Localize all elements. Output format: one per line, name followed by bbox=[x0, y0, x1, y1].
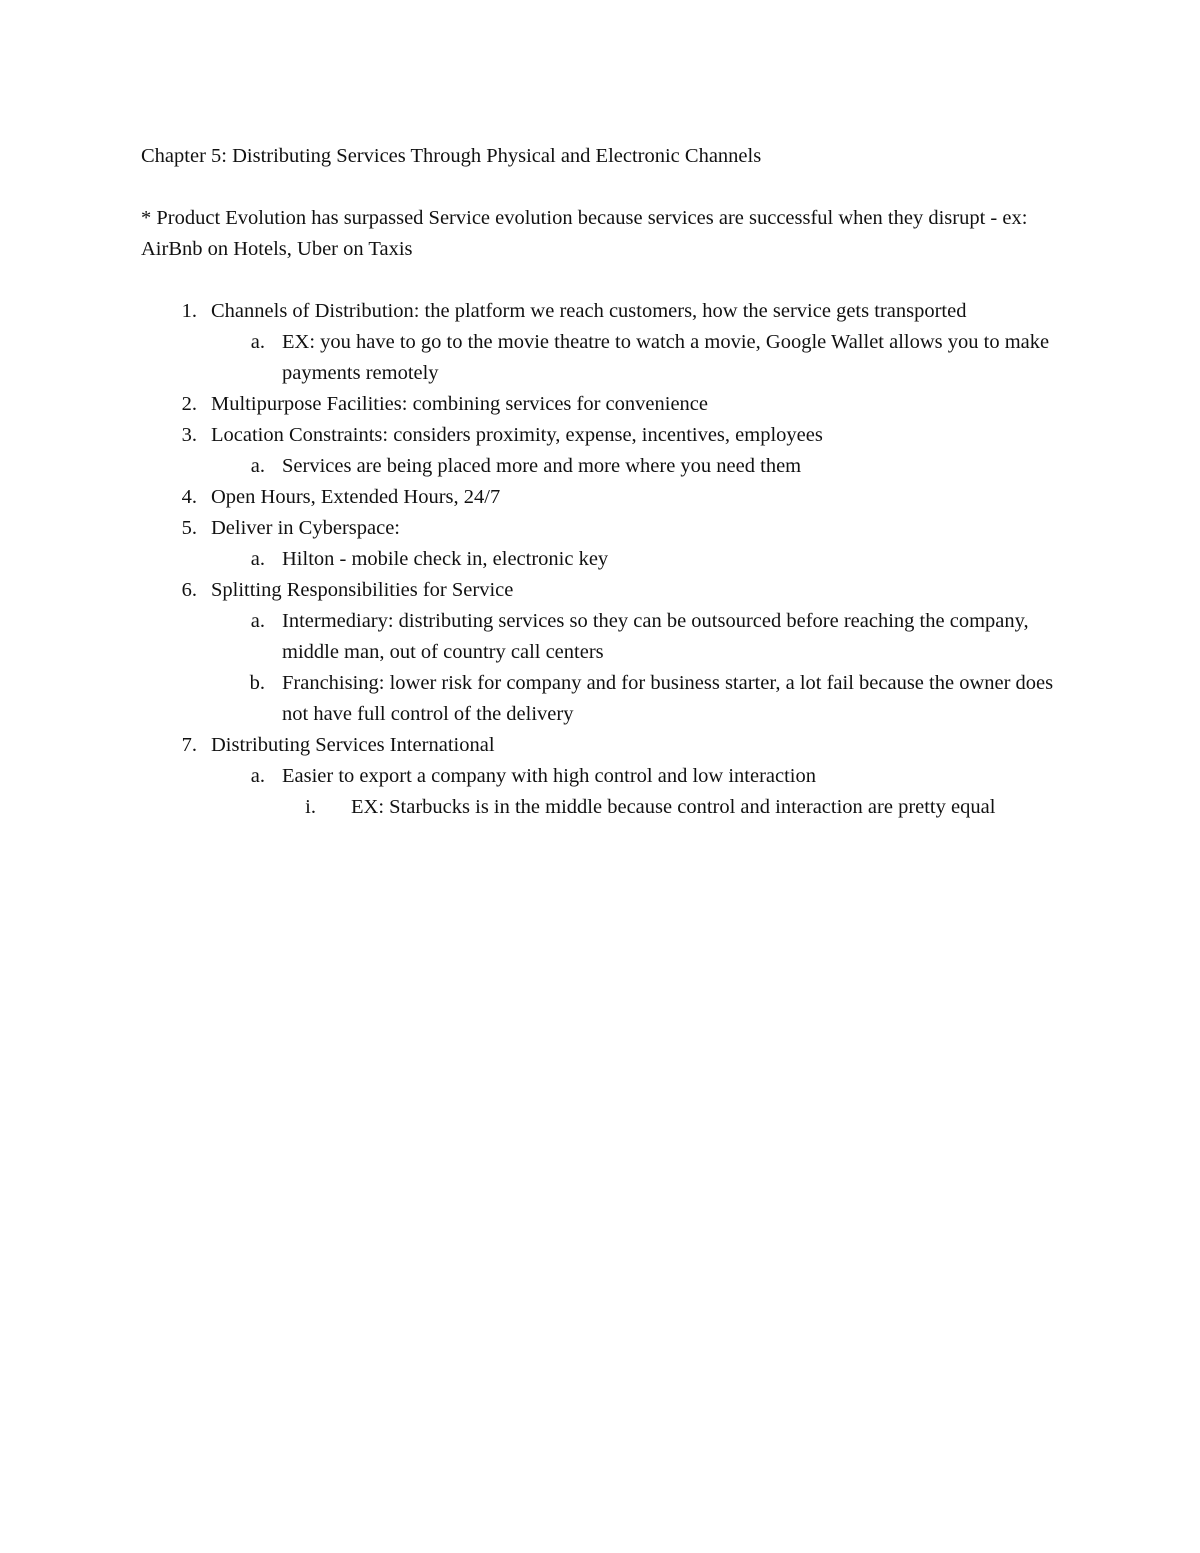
list-marker: i. bbox=[305, 796, 316, 818]
list-item-text: Multipurpose Facilities: combining services for convenience bbox=[211, 393, 708, 415]
sub-list-item bbox=[141, 606, 1061, 668]
list-marker: 3. bbox=[181, 424, 197, 446]
list-item bbox=[141, 730, 1061, 761]
sub-list-item bbox=[141, 544, 1061, 575]
list-marker: b. bbox=[249, 672, 265, 694]
list-marker: a. bbox=[250, 455, 265, 477]
list-item-text: Services are being placed more and more where you need them bbox=[282, 455, 802, 477]
list-item bbox=[141, 513, 1061, 544]
list-item-text: Distributing Services International bbox=[211, 734, 495, 756]
list-item-text: Easier to export a company with high control and low interaction bbox=[282, 765, 816, 787]
sub-list-item bbox=[141, 761, 1061, 792]
list-item-text: Hilton - mobile check in, electronic key bbox=[282, 548, 609, 570]
list-marker: 1. bbox=[181, 300, 197, 322]
sub-list-item bbox=[141, 451, 1061, 482]
list-item-text: Open Hours, Extended Hours, 24/7 bbox=[211, 486, 501, 508]
list-marker: 6. bbox=[181, 579, 197, 601]
sub-list-item bbox=[141, 327, 1061, 389]
intro-note: * Product Evolution has surpassed Service evolution because services are successful when they disrupt - ex: AirBnb on Hotels, Uber on Taxis bbox=[141, 207, 1028, 260]
outline-list bbox=[141, 296, 1061, 823]
list-item bbox=[141, 575, 1061, 606]
list-item-text: Franchising: lower risk for company and for business starter, a lot fail because the owner does not have full control of the delivery bbox=[282, 672, 1054, 725]
list-item-text: Location Constraints: considers proximity, expense, incentives, employees bbox=[211, 424, 823, 446]
document-body bbox=[141, 141, 1061, 823]
list-item-text: Splitting Responsibilities for Service bbox=[211, 579, 514, 601]
list-item bbox=[141, 482, 1061, 513]
list-marker: a. bbox=[250, 765, 265, 787]
list-item bbox=[141, 389, 1061, 420]
list-marker: a. bbox=[250, 610, 265, 632]
list-item bbox=[141, 296, 1061, 327]
list-marker: a. bbox=[250, 331, 265, 353]
document-title: Chapter 5: Distributing Services Through Physical and Electronic Channels bbox=[141, 145, 762, 167]
list-marker: 7. bbox=[181, 734, 197, 756]
list-marker: 4. bbox=[181, 486, 197, 508]
sub-list-item bbox=[141, 668, 1061, 730]
list-item-text: EX: you have to go to the movie theatre to watch a movie, Google Wallet allows you to make payments remotely bbox=[282, 331, 1050, 384]
list-marker: 5. bbox=[181, 517, 197, 539]
list-marker: 2. bbox=[181, 393, 197, 415]
list-item-text: Intermediary: distributing services so they can be outsourced before reaching the company, middle man, out of country call centers bbox=[282, 610, 1029, 663]
list-item-text: EX: Starbucks is in the middle because control and interaction are pretty equal bbox=[351, 796, 996, 818]
list-marker: a. bbox=[250, 548, 265, 570]
list-item-text: Channels of Distribution: the platform we reach customers, how the service gets transported bbox=[211, 300, 967, 322]
sub-sub-list-item bbox=[141, 792, 1061, 823]
list-item-text: Deliver in Cyberspace: bbox=[211, 517, 400, 539]
list-item bbox=[141, 420, 1061, 451]
